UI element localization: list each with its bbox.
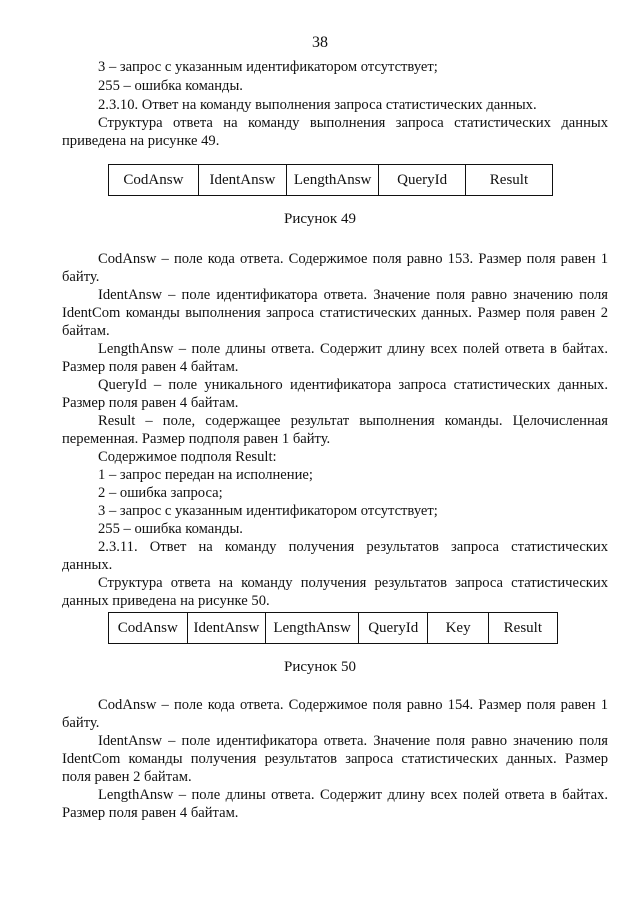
text-line: данных. — [62, 557, 113, 573]
text-line: байтам. — [62, 323, 110, 339]
field-cell: IdentAnsw — [198, 165, 286, 196]
text-line: LengthAnsw – поле длины ответа. Содержит длину всех полей ответа в байтах. — [98, 787, 608, 803]
text-line: байту. — [62, 269, 100, 285]
text-line: переменная. Размер подполя равен 1 байту. — [62, 431, 331, 447]
figure-50-structure — [108, 612, 558, 644]
text-line: Содержимое подполя Result: — [98, 449, 277, 465]
page-number: 38 — [312, 34, 328, 51]
section-heading-2-3-10: 2.3.10. Ответ на команду выполнения запроса статистических данных. — [98, 97, 537, 113]
field-cell: Result — [465, 165, 552, 196]
text-line: IdentCom команды получения результатов запроса статистических данных. Размер — [62, 751, 608, 767]
text-line: приведена на рисунке 49. — [62, 133, 220, 149]
field-cell: QueryId — [379, 165, 466, 196]
text-line: IdentAnsw – поле идентификатора ответа. Значение поля равно значению поля — [98, 733, 608, 749]
list-item: 1 – запрос передан на исполнение; — [98, 467, 313, 483]
text-line: Размер поля равен 4 байтам. — [62, 395, 239, 411]
figure-50-caption: Рисунок 50 — [284, 659, 356, 675]
field-cell: CodAnsw — [109, 613, 188, 644]
text-line: CodAnsw – поле кода ответа. Содержимое поля равно 154. Размер поля равен 1 — [98, 697, 608, 713]
text-line: IdentAnsw – поле идентификатора ответа. Значение поля равно значению поля — [98, 287, 608, 303]
section-heading-2-3-11: 2.3.11. Ответ на команду получения результатов запроса статистических — [98, 539, 608, 555]
list-item: 2 – ошибка запроса; — [98, 485, 223, 501]
list-item: 3 – запрос с указанным идентификатором отсутствует; — [98, 503, 438, 519]
text-line: поля равен 2 байтам. — [62, 769, 192, 785]
field-cell: CodAnsw — [109, 165, 199, 196]
text-line: Структура ответа на команду выполнения запроса статистических данных — [98, 115, 608, 131]
text-line: LengthAnsw – поле длины ответа. Содержит длину всех полей ответа в байтах. — [98, 341, 608, 357]
text-line: данных приведена на рисунке 50. — [62, 593, 270, 609]
field-cell: IdentAnsw — [187, 613, 266, 644]
text-line: IdentCom команды выполнения запроса статистических данных. Размер поля равен 2 — [62, 305, 608, 321]
figure-49-structure — [108, 164, 553, 196]
text-line: Размер поля равен 4 байтам. — [62, 359, 239, 375]
text-line: Структура ответа на команду получения результатов запроса статистических — [98, 575, 608, 591]
field-cell: Key — [428, 613, 488, 644]
text-line: CodAnsw – поле кода ответа. Содержимое поля равно 153. Размер поля равен 1 — [98, 251, 608, 267]
list-item: 255 – ошибка команды. — [98, 521, 243, 537]
text-line: байту. — [62, 715, 100, 731]
text-line: QueryId – поле уникального идентификатора запроса статистических данных. — [98, 377, 608, 393]
text-line: 3 – запрос с указанным идентификатором отсутствует; — [98, 59, 438, 75]
text-line: 255 – ошибка команды. — [98, 78, 243, 94]
field-cell: LengthAnsw — [266, 613, 359, 644]
figure-49-caption: Рисунок 49 — [284, 211, 356, 227]
field-cell: LengthAnsw — [286, 165, 378, 196]
field-cell: QueryId — [358, 613, 428, 644]
field-cell: Result — [488, 613, 557, 644]
text-line: Размер поля равен 4 байтам. — [62, 805, 239, 821]
text-line: Result – поле, содержащее результат выполнения команды. Целочисленная — [98, 413, 608, 429]
